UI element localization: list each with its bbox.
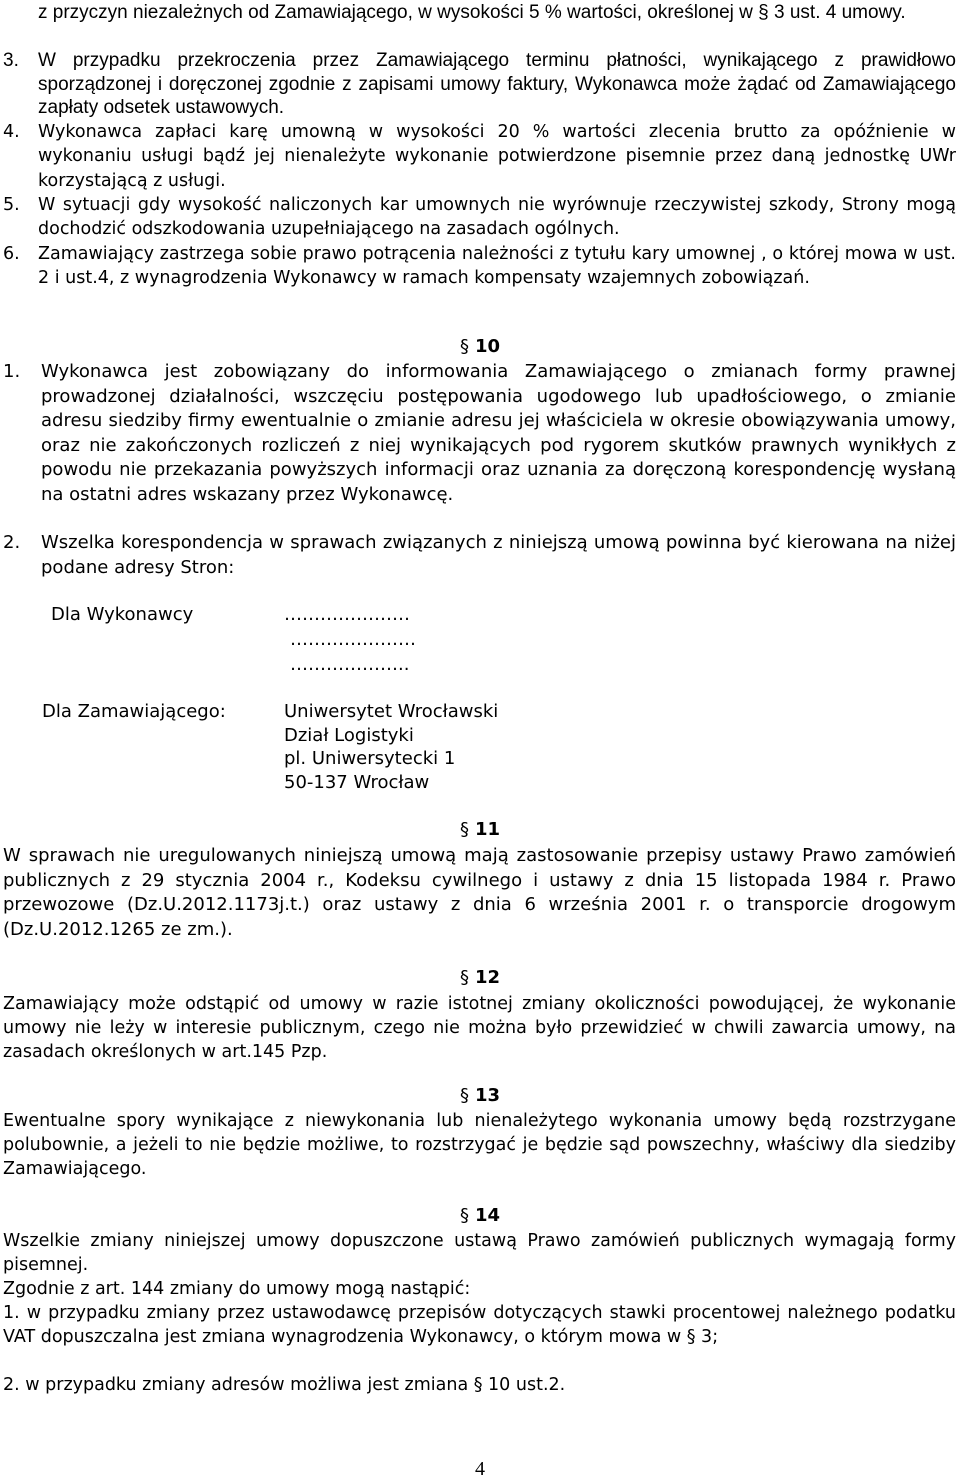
section-symbol: § [459, 336, 469, 357]
paragraph-text: Zamawiający zastrzega sobie prawo potrącenia należności z tytułu kary umownej , o której mowa w ust. 2 i ust.4, z wynagrodzenia Wykonawcy w ramach kompensaty wzajemnych zobowiązań. [38, 244, 956, 289]
paragraph-number: 4. [3, 122, 20, 142]
section-11-text: W sprawach nie uregulowanych niniejszą umową mają zastosowanie przepisy ustawy Prawo zamówień publicznych z 29 stycznia 2004 r., Kodeksu cywilnego i ustawy z dnia 15 listopada 1984 r. Prawo przewozowe (Dz.U.2012.1173j.t.) oraz ustawy z dnia 6 września 2001 r. o transporcie drogowym (Dz.U.2012.1265 ze zm.). [3, 845, 956, 940]
section-number: 11 [474, 819, 501, 840]
paragraph-number: 5. [3, 195, 20, 215]
paragraph-number: 6. [3, 244, 20, 264]
paragraph-number: 3. [3, 50, 19, 71]
section-heading-13 [0, 1085, 960, 1106]
paragraph-text: W sytuacji gdy wysokość naliczonych kar umownych nie wyrównuje rzeczywistej szkody, Strony mogą dochodzić odszkodowania uzupełniającego na zasadach ogólnych. [38, 195, 956, 240]
paragraph-4 [3, 120, 956, 193]
contractor-label: Dla Wykonawcy [51, 604, 194, 625]
section-symbol: § [459, 967, 469, 988]
section-number: 10 [474, 336, 501, 357]
paragraph-2-tail [38, 1, 956, 25]
paragraph-text: Wszelka korespondencja w sprawach związanych z niniejszą umową powinna być kierowana na niżej podane adresy Stron: [41, 532, 956, 578]
paragraph-text: Wykonawca jest zobowiązany do informowania Zamawiającego o zmianach formy prawnej prowadzonej działalności, wszczęciu postępowania ugodowego lub upadłościowego, o zmianie adresu siedziby firmy ewentualnie o zmianie adresu jej właściciela w okresie obowiązywania umowy, oraz nie zakończonych rozliczeń z niej wynikających pod rygorem skutków prawnych wynikłych z powodu nie przekazania powyższych informacji oraz uznania za doręczoną korespondencję wysłaną na ostatni adres wskazany przez Wykonawcę. [41, 361, 956, 505]
section-14-item-2: 2. w przypadku zmiany adresów możliwa jest zmiana § 10 ust.2. [3, 1375, 566, 1395]
paragraph-text: z przyczyn niezależnych od Zamawiającego, w wysokości 5 % wartości, określonej w § 3 ust. 4 umowy. [38, 2, 906, 23]
paragraph-6 [3, 242, 956, 291]
section-heading-10 [0, 336, 960, 357]
section-10-paragraph-2 [3, 531, 956, 580]
section-13-text: Ewentualne spory wynikające z niewykonania lub nienależytego wykonania umowy będą rozstrzygane polubownie, a jeżeli to nie będzie możliwe, to rozstrzygać je będzie sąd powszechny, właściwy dla siedziby Zamawiającego. [3, 1111, 956, 1179]
section-heading-11 [0, 819, 960, 840]
section-14-text: Wszelkie zmiany niniejszej umowy dopuszczone ustawą Prawo zamówień publicznych wymagają formy pisemnej. [3, 1231, 956, 1275]
section-heading-14 [0, 1205, 960, 1226]
section-12-text: Zamawiający może odstąpić od umowy w razie istotnej zmiany okoliczności powodującej, że wykonanie umowy nie leży w interesie publicznym, czego nie można było przewidzieć w chwili zawarcia umowy, na zasadach określonych w art.145 Pzp. [3, 994, 956, 1062]
section-symbol: § [459, 819, 469, 840]
client-label: Dla Zamawiającego: [42, 701, 226, 722]
section-heading-12 [0, 967, 960, 988]
section-14-item-1: 1. w przypadku zmiany przez ustawodawcę przepisów dotyczących stawki procentowej należnego podatku VAT dopuszczalna jest zmiana wynagrodzenia Wykonawcy, o którym mowa w § 3; [3, 1303, 956, 1347]
client-address-line-1: Uniwersytet Wrocławski [284, 701, 499, 722]
client-address-line-2: Dział Logistyki [284, 725, 414, 746]
section-number: 14 [474, 1205, 501, 1226]
paragraph-text: W przypadku przekroczenia przez Zamawiającego terminu płatności, wynikającego z prawidłowo sporządzonej i doręczonej zgodnie z zapisami umowy faktury, Wykonawca może żądać od Zamawiającego zapłaty odsetek ustawowych. [38, 50, 956, 119]
section-14-intro: Zgodnie z art. 144 zmiany do umowy mogą nastąpić: [3, 1279, 471, 1299]
client-address-line-4: 50-137 Wrocław [284, 772, 430, 793]
contractor-address-line-1: ………………… [284, 604, 410, 625]
contractor-address-line-2: ………………… [290, 629, 416, 650]
page-number: 4 [475, 1458, 485, 1480]
client-address-line-3: pl. Uniwersytecki 1 [284, 748, 456, 769]
section-symbol: § [459, 1205, 469, 1226]
paragraph-5 [3, 193, 956, 242]
paragraph-text: Wykonawca zapłaci karę umowną w wysokości 20 % wartości zlecenia brutto za opóźnienie w wykonaniu usługi bądź jej nienależyte wykonanie potwierdzone pisemnie przez daną jednostkę UWr korzystającą z usługi. [38, 122, 956, 191]
section-10-paragraph-1 [3, 360, 956, 508]
contractor-address-line-3: ……………….. [290, 654, 410, 675]
section-number: 12 [474, 967, 501, 988]
section-number: 13 [474, 1085, 501, 1106]
paragraph-3 [3, 49, 956, 120]
paragraph-number: 1. [3, 361, 21, 382]
paragraph-number: 2. [3, 532, 21, 553]
section-symbol: § [459, 1085, 469, 1106]
